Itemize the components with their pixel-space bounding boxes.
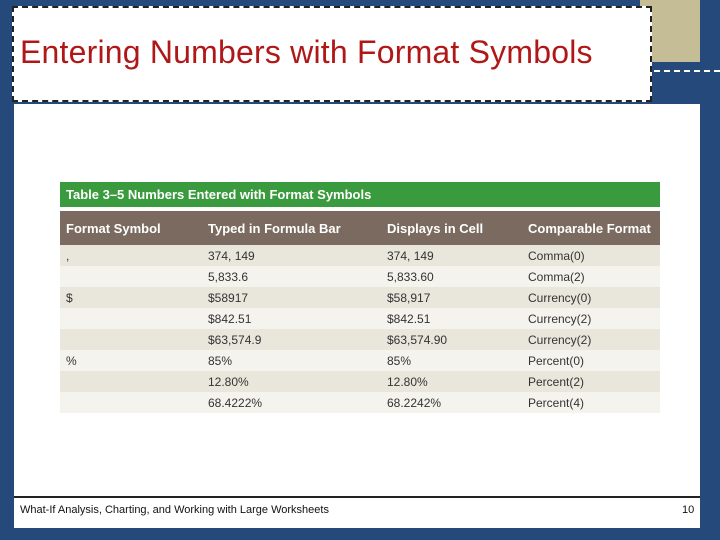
footer-divider — [14, 496, 700, 498]
table-cell: 5,833.60 — [387, 269, 434, 284]
table-cell: $63,574.9 — [208, 332, 262, 347]
table-row — [60, 392, 660, 413]
table-cell: Currency(2) — [528, 311, 592, 326]
table-row — [60, 287, 660, 308]
table-cell: $58917 — [208, 290, 249, 305]
frame-bottom — [0, 528, 720, 540]
table-row — [60, 266, 660, 287]
table-caption: Table 3–5 Numbers Entered with Format Symbols — [60, 182, 660, 207]
table-cell: 85% — [208, 353, 233, 368]
header-format-symbol: Format Symbol — [66, 220, 161, 236]
table-cell: 12.80% — [208, 374, 249, 389]
table-cell: , — [66, 248, 70, 263]
table-cell: $842.51 — [387, 311, 431, 326]
table-row — [60, 329, 660, 350]
table-cell: 5,833.6 — [208, 269, 249, 284]
table-header-row — [60, 211, 660, 245]
table-row — [60, 308, 660, 329]
table-cell: $842.51 — [208, 311, 252, 326]
table-row — [60, 371, 660, 392]
table-row — [60, 350, 660, 371]
slide-title: Entering Numbers with Format Symbols — [20, 34, 593, 70]
table-cell: Currency(2) — [528, 332, 592, 347]
table-cell: $63,574.90 — [387, 332, 448, 347]
table-cell: Currency(0) — [528, 290, 592, 305]
table-cell: Comma(0) — [528, 248, 585, 263]
table-cell: 374, 149 — [208, 248, 255, 263]
table-cell: 12.80% — [387, 374, 428, 389]
table-cell: Comma(2) — [528, 269, 585, 284]
header-typed-in-formula-bar: Typed in Formula Bar — [208, 220, 341, 236]
table-body — [60, 245, 660, 413]
table-cell: 68.2242% — [387, 395, 442, 410]
table-cell: % — [66, 353, 77, 368]
table-cell: Percent(0) — [528, 353, 585, 368]
format-symbols-table — [60, 182, 660, 413]
table-cell: 85% — [387, 353, 412, 368]
table-cell: $ — [66, 290, 73, 305]
header-comparable-format: Comparable Format — [528, 220, 651, 236]
table-cell: 374, 149 — [387, 248, 434, 263]
header-displays-in-cell: Displays in Cell — [387, 220, 484, 236]
table-row — [60, 245, 660, 266]
table-cell: $58,917 — [387, 290, 431, 305]
frame-right — [700, 0, 720, 540]
table-cell: Percent(2) — [528, 374, 585, 389]
footer-text: What-If Analysis, Charting, and Working with Large Worksheets — [20, 504, 329, 516]
table-cell: Percent(4) — [528, 395, 585, 410]
page-number: 10 — [682, 504, 695, 516]
table-cell: 68.4222% — [208, 395, 263, 410]
decorative-dashed-line — [654, 70, 720, 72]
